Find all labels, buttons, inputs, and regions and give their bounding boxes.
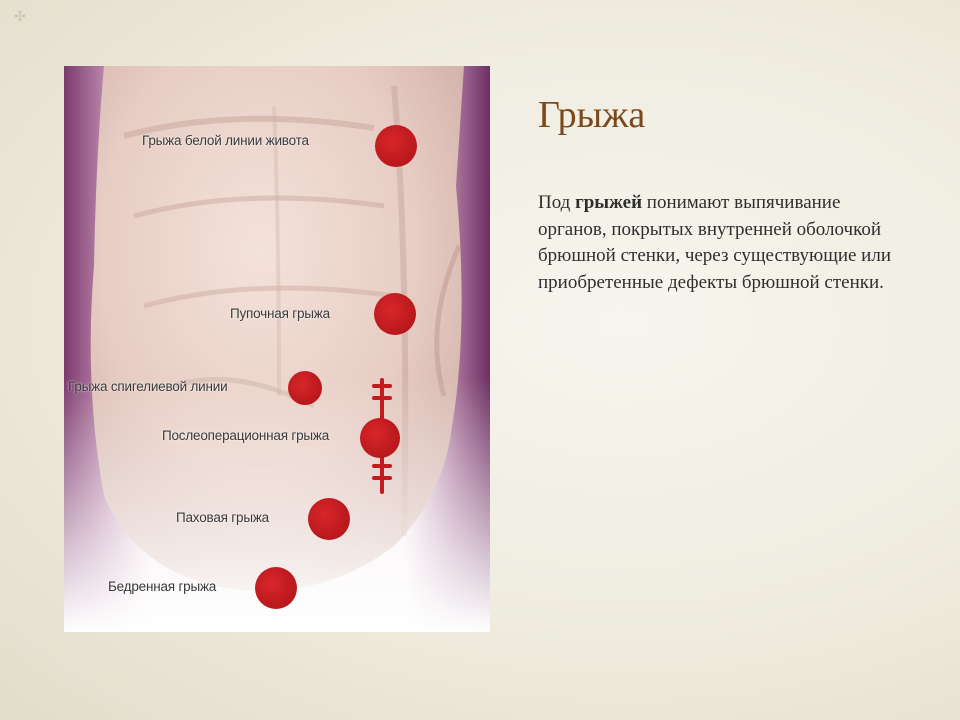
marker-white-line: [375, 125, 417, 167]
label-spigelian-hernia: Грыжа спигелиевой линии: [68, 379, 228, 394]
label-femoral-hernia: Бедренная грыжа: [108, 579, 217, 594]
torso-illustration: [64, 66, 490, 632]
marker-inguinal: [308, 498, 350, 540]
label-inguinal-hernia: Паховая грыжа: [176, 510, 269, 525]
label-incisional-hernia: Послеоперационная грыжа: [162, 428, 330, 443]
decorative-corner-icon: ✣: [14, 9, 26, 25]
label-umbilical-hernia: Пупочная грыжа: [230, 306, 330, 321]
label-white-line-hernia: Грыжа белой линии живота: [142, 133, 309, 148]
paragraph-emphasis: грыжей: [575, 192, 643, 213]
paragraph-rest: понимают выпячивание органов, покрытых внутренней оболочкой брюшной стенки, через существующие или приобретенные дефекты брюшной стенки.: [538, 192, 891, 293]
marker-incisional: [360, 418, 400, 458]
paragraph-lead: Под: [538, 192, 576, 213]
hernia-diagram-image: [64, 66, 490, 632]
definition-paragraph: [538, 190, 898, 296]
marker-spigelian: [288, 371, 322, 405]
marker-femoral: [255, 567, 297, 609]
marker-umbilical: [374, 293, 416, 335]
slide-title: Грыжа: [538, 94, 646, 136]
